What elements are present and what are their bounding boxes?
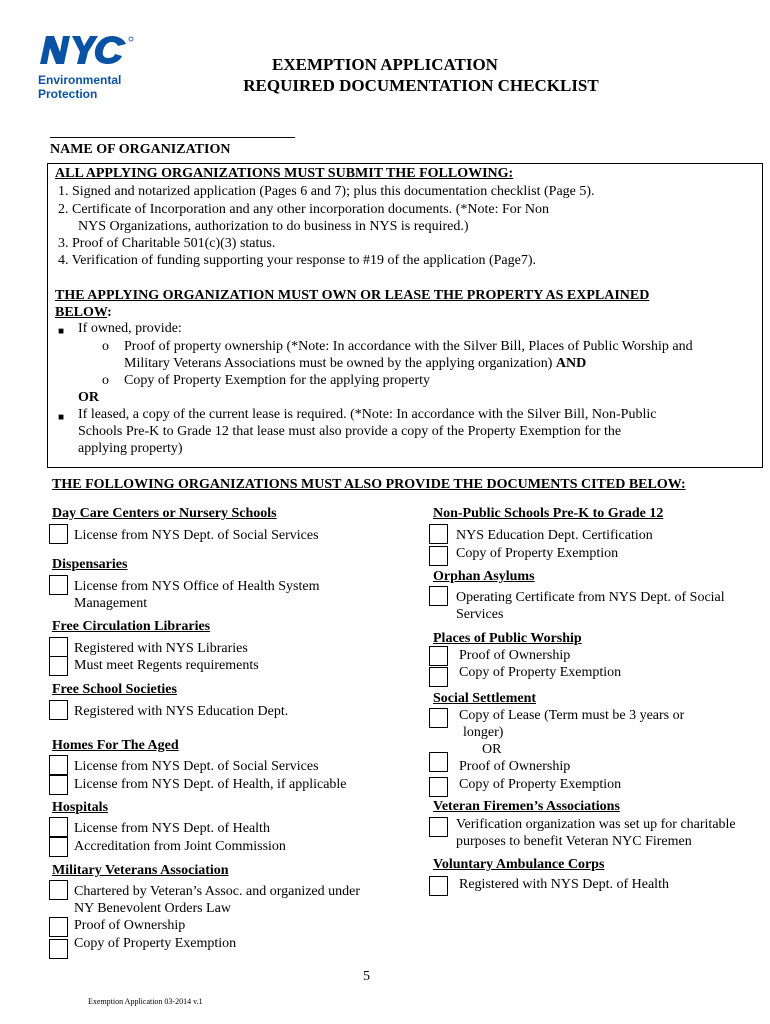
square-bullet-icon: ■: [58, 412, 65, 423]
settlement-item-1-cont: longer): [463, 725, 504, 740]
circle-bullet-icon: o: [102, 339, 109, 354]
day-care-checkbox[interactable]: [49, 524, 68, 544]
dispensaries-checkbox[interactable]: [49, 575, 68, 595]
nonpublic-heading: Non-Public Schools Pre-K to Grade 12: [433, 506, 664, 521]
square-bullet-icon: ■: [58, 326, 65, 337]
ambulance-checkbox[interactable]: [429, 876, 448, 896]
homes-aged-item-1: License from NYS Dept. of Social Services: [74, 759, 319, 774]
logo-line-1: Environmental: [38, 73, 122, 87]
hospitals-item-1: License from NYS Dept. of Health: [74, 821, 270, 836]
military-checkbox-1[interactable]: [49, 880, 68, 900]
owned-proof-and: AND: [555, 356, 587, 371]
homes-aged-item-2: License from NYS Dept. of Health, if applicable: [74, 777, 347, 792]
property-heading-2-text: BELOW: [55, 305, 108, 320]
ambulance-item: Registered with NYS Dept. of Health: [459, 877, 669, 892]
page-subtitle: REQUIRED DOCUMENTATION CHECKLIST: [243, 76, 599, 95]
page-number: 5: [363, 969, 370, 984]
nonpublic-item-2: Copy of Property Exemption: [456, 546, 619, 561]
owned-proof-2-text: Military Veterans Associations must be owned by the applying organization): [124, 356, 553, 371]
property-heading-2-colon: :: [107, 305, 112, 320]
owned-proof-1: Proof of property ownership (*Note: In accordance with the Silver Bill, Places of Public Worship and: [124, 339, 693, 354]
org-name-label: NAME OF ORGANIZATION: [50, 142, 231, 157]
free-circ-checkbox-2[interactable]: [49, 656, 68, 676]
nonpublic-item-1: NYS Education Dept. Certification: [456, 528, 653, 543]
logo-line-2: Protection: [38, 87, 98, 101]
nonpublic-checkbox-1[interactable]: [429, 524, 448, 544]
day-care-item: License from NYS Dept. of Social Services: [74, 528, 319, 543]
property-heading-1: THE APPLYING ORGANIZATION MUST OWN OR LEASE THE PROPERTY AS EXPLAINED: [55, 288, 650, 303]
leased-3: applying property): [78, 441, 183, 456]
hospitals-checkbox-1[interactable]: [49, 817, 68, 837]
firemen-checkbox[interactable]: [429, 817, 448, 837]
free-school-heading: Free School Societies: [52, 682, 177, 697]
firemen-item: Verification organization was set up for charitable: [456, 817, 736, 832]
worship-checkbox-1[interactable]: [429, 646, 448, 666]
free-circ-item-2: Must meet Regents requirements: [74, 658, 259, 673]
settlement-checkbox-3[interactable]: [429, 777, 448, 797]
worship-heading: Places of Public Worship: [433, 631, 582, 646]
org-name-underline: ___________________________________: [50, 125, 295, 140]
or-label: OR: [78, 390, 99, 405]
all-item-2: 2. Certificate of Incorporation and any other incorporation documents. (*Note: For Non: [58, 202, 550, 217]
hospitals-heading: Hospitals: [52, 800, 109, 815]
free-school-checkbox[interactable]: [49, 700, 68, 720]
day-care-heading: Day Care Centers or Nursery Schools: [52, 506, 277, 521]
leased-2: Schools Pre-K to Grade 12 that lease must also provide a copy of the Property Exemption for the: [78, 424, 622, 439]
free-school-item: Registered with NYS Education Dept.: [74, 704, 289, 719]
dispensaries-item-cont: Management: [74, 596, 148, 611]
homes-aged-checkbox-2[interactable]: [49, 775, 68, 795]
military-checkbox-2[interactable]: [49, 917, 68, 937]
all-item-4: 4. Verification of funding supporting your response to #19 of the application (Page7).: [58, 253, 536, 268]
worship-checkbox-2[interactable]: [429, 667, 448, 687]
orphan-item: Operating Certificate from NYS Dept. of Social: [456, 590, 725, 605]
worship-item-2: Copy of Property Exemption: [459, 665, 622, 680]
military-heading: Military Veterans Association: [52, 863, 229, 878]
military-checkbox-3[interactable]: [49, 939, 68, 959]
settlement-item-2: Proof of Ownership: [459, 759, 571, 774]
dispensaries-item: License from NYS Office of Health System: [74, 579, 320, 594]
nonpublic-checkbox-2[interactable]: [429, 546, 448, 566]
hospitals-checkbox-2[interactable]: [49, 837, 68, 857]
orphan-heading: Orphan Asylums: [433, 569, 535, 584]
settlement-heading: Social Settlement: [433, 691, 537, 706]
homes-aged-checkbox-1[interactable]: [49, 755, 68, 775]
settlement-checkbox-2[interactable]: [429, 752, 448, 772]
all-orgs-heading: ALL APPLYING ORGANIZATIONS MUST SUBMIT THE FOLLOWING:: [55, 166, 514, 181]
settlement-or: OR: [482, 742, 502, 757]
page-title: EXEMPTION APPLICATION: [272, 55, 498, 74]
settlement-item-1: Copy of Lease (Term must be 3 years or: [459, 708, 685, 723]
free-circ-item-1: Registered with NYS Libraries: [74, 641, 248, 656]
worship-item-1: Proof of Ownership: [459, 648, 571, 663]
footer-text: Exemption Application 03-2014 v.1: [88, 997, 203, 1006]
hospitals-item-2: Accreditation from Joint Commission: [74, 839, 286, 854]
owned-proof-2: [124, 355, 586, 372]
military-item-2: Proof of Ownership: [74, 918, 186, 933]
circle-bullet-icon: o: [102, 373, 109, 388]
military-item-1-cont: NY Benevolent Orders Law: [74, 901, 231, 916]
free-circ-checkbox-1[interactable]: [49, 637, 68, 657]
leased-1: If leased, a copy of the current lease is required. (*Note: In accordance with the Silver Bill, Non-Public: [78, 407, 657, 422]
homes-aged-heading: Homes For The Aged: [52, 738, 179, 753]
settlement-checkbox-1[interactable]: [429, 708, 448, 728]
property-heading-2: [55, 304, 112, 321]
settlement-item-3: Copy of Property Exemption: [459, 777, 622, 792]
all-item-2-cont: NYS Organizations, authorization to do business in NYS is required.): [78, 219, 469, 234]
military-item-3: Copy of Property Exemption: [74, 936, 237, 951]
dispensaries-heading: Dispensaries: [52, 557, 128, 572]
firemen-item-cont: purposes to benefit Veteran NYC Firemen: [456, 834, 692, 849]
firemen-heading: Veteran Firemen’s Associations: [433, 799, 620, 814]
all-item-1: 1. Signed and notarized application (Pages 6 and 7); plus this documentation checklist (Page 5).: [58, 184, 595, 199]
ambulance-heading: Voluntary Ambulance Corps: [433, 857, 605, 872]
owned-label: If owned, provide:: [78, 321, 182, 336]
orphan-item-cont: Services: [456, 607, 504, 622]
orphan-checkbox[interactable]: [429, 586, 448, 606]
owned-exemption: Copy of Property Exemption for the applying property: [124, 373, 430, 388]
military-item-1: Chartered by Veteran’s Assoc. and organized under: [74, 884, 361, 899]
all-item-3: 3. Proof of Charitable 501(c)(3) status.: [58, 236, 276, 251]
following-heading: THE FOLLOWING ORGANIZATIONS MUST ALSO PROVIDE THE DOCUMENTS CITED BELOW:: [52, 477, 686, 492]
free-circ-heading: Free Circulation Libraries: [52, 619, 211, 634]
